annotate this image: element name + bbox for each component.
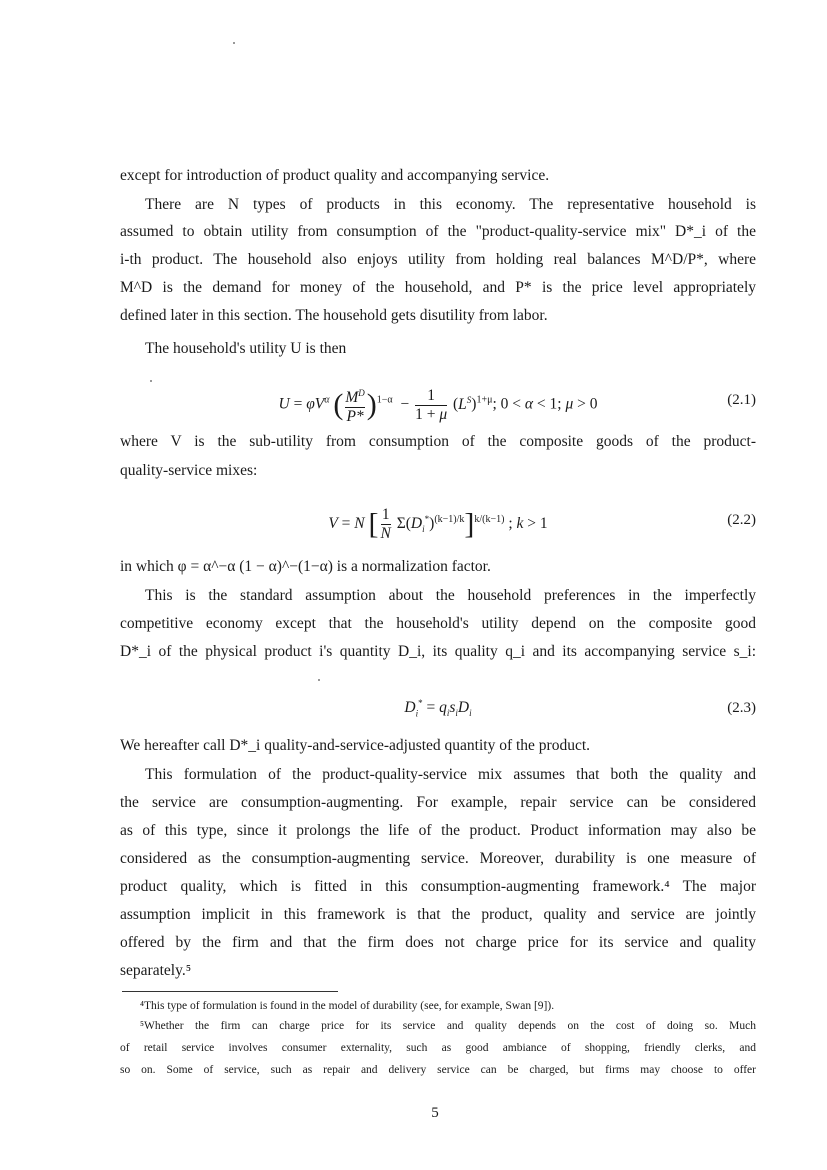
- text-line: We hereafter call D*_i quality-and-service-adjusted quantity of the product.: [120, 737, 591, 754]
- text-line: defined later in this section. The household gets disutility from labor.: [120, 307, 548, 324]
- text-line: assumption implicit in this framework is that the product, quality and service are jointly: [120, 906, 756, 923]
- footnote: of retail service involves consumer externality, such as good ambiance of shopping, friendly clerks, and: [120, 1042, 756, 1054]
- text-line: D*_i of the physical product i's quantity D_i, its quality q_i and its accompanying service s_i:: [120, 643, 756, 660]
- text-line: assumed to obtain utility from consumption of the "product-quality-service mix" D*_i of the: [120, 223, 756, 240]
- equation-number: (2.3): [727, 700, 756, 716]
- equation-2-3: $D_i^* = q_is_iD_i$ (2.3): [404, 698, 756, 719]
- text-line: as of this type, since it prolongs the life of the product. Product information may also be: [120, 822, 756, 839]
- scan-speck: [233, 42, 235, 44]
- text-line: product quality, which is fitted in this consumption-augmenting framework.⁴ The major: [120, 878, 756, 895]
- footnote: ⁵Whether the firm can charge price for its service and quality depends on the cost of doing so. Much: [140, 1020, 756, 1032]
- text-line: The household's utility U is then: [145, 340, 347, 357]
- text-line: the service are consumption-augmenting. For example, repair service can be considered: [120, 794, 756, 811]
- equation-number: (2.2): [727, 512, 756, 528]
- equation-2-2: V = N [ $\frac{1}{N}$ $\Sigma(D_i^*)^{(k-1)/k}]^{k/(k-1)}$ ; k > 1 (2.2): [328, 506, 756, 542]
- text-line: except for introduction of product quality and accompanying service.: [120, 167, 550, 184]
- footnote: ⁴This type of formulation is found in the model of durability (see, for example, Swan [9]).: [140, 1000, 555, 1012]
- footnote: so on. Some of service, such as repair and delivery service can be charged, but firms may choose to offer: [120, 1064, 756, 1076]
- scan-speck: [318, 679, 320, 681]
- footnote-rule: [122, 991, 338, 992]
- equation-number: (2.1): [727, 392, 756, 408]
- page-number: 5: [431, 1105, 439, 1121]
- text-line: separately.⁵: [120, 962, 192, 979]
- text-line: This formulation of the product-quality-service mix assumes that both the quality and: [145, 766, 756, 783]
- text-line: where V is the sub-utility from consumption of the composite goods of the product-: [120, 433, 756, 450]
- text-line: M^D is the demand for money of the household, and P* is the price level appropriately: [120, 279, 756, 296]
- text-line: i-th product. The household also enjoys utility from holding real balances M^D/P*, where: [120, 251, 756, 268]
- text-line: considered as the consumption-augmenting service. Moreover, durability is one measure of: [120, 850, 756, 867]
- equation-2-1: $U = \varphi V^\alpha$ ( $\frac{M^D}{P*}$ )$^{1-\alpha}$ − $\frac{1}{1 + \mu}$ $(L^S)^{1+\mu}$; 0 < α < 1; μ > 0 (2.1): [278, 386, 756, 426]
- text-line: quality-service mixes:: [120, 462, 258, 479]
- text-line: offered by the firm and that the firm does not charge price for its service and quality: [120, 934, 756, 951]
- text-line: This is the standard assumption about the household preferences in the imperfectly: [145, 587, 756, 604]
- text-line: There are N types of products in this economy. The representative household is: [145, 196, 756, 213]
- text-line: competitive economy except that the household's utility depend on the composite good: [120, 615, 756, 632]
- text-line: in which φ = α^−α (1 − α)^−(1−α) is a normalization factor.: [120, 558, 491, 575]
